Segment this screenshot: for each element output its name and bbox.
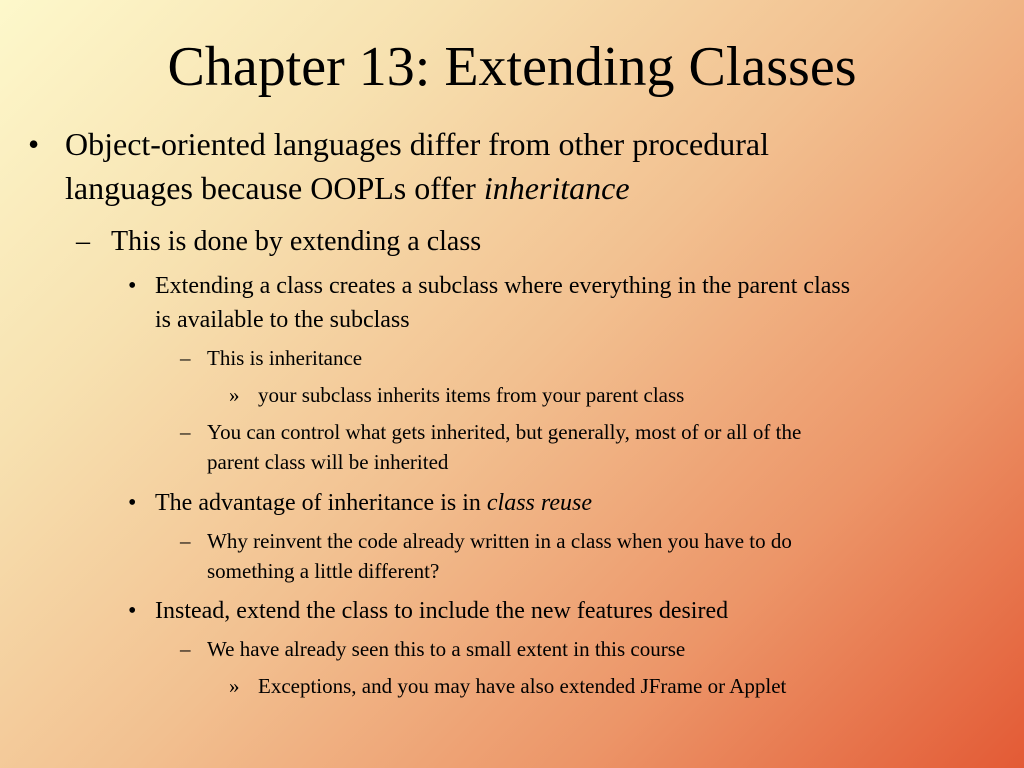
bullet-text: your subclass inherits items from your parent class: [258, 383, 685, 407]
bullet-item: [229, 380, 978, 410]
bullet-text: This is inheritance: [207, 346, 363, 370]
dash-marker: –: [180, 346, 191, 370]
bullet-item: [229, 671, 978, 701]
bullet-marker: •: [28, 126, 40, 162]
bullet-item: [128, 594, 995, 628]
bullet-item: [76, 225, 991, 259]
bullet-text: We have already seen this to a small extent in this course: [207, 637, 686, 661]
bullet-item: [128, 486, 995, 520]
bullet-item: [128, 269, 995, 337]
bullet-item: [180, 417, 987, 477]
bullet-text: The advantage of inheritance is in: [155, 490, 487, 516]
bullet-text: This is done by extending a class: [111, 226, 482, 257]
bullet-marker: •: [128, 598, 137, 624]
dash-marker: –: [180, 420, 191, 444]
raquo-marker: »: [229, 383, 240, 407]
bullet-text: Instead, extend the class to include the new features desired: [155, 598, 729, 624]
bullet-text-line-2: something a little different?: [207, 559, 440, 583]
dash-marker: –: [76, 226, 90, 257]
bullet-emphasis: class reuse: [486, 490, 592, 516]
bullet-text-line-1: Extending a class creates a subclass where everything in the parent class: [155, 273, 851, 299]
bullet-text: Exceptions, and you may have also extended JFrame or Applet: [258, 674, 787, 698]
slide-title: Chapter 13: Extending Classes: [167, 36, 857, 98]
bullet-text-line-2: is available to the subclass: [155, 307, 410, 333]
bullet-text-line-1: You can control what gets inherited, but generally, most of or all of the: [207, 420, 802, 444]
bullet-text-line-1: Why reinvent the code already written in a class when you have to do: [207, 529, 792, 553]
bullet-item: [180, 634, 987, 664]
dash-marker: –: [180, 529, 191, 553]
bullet-text-line-2: languages because OOPLs offer: [65, 170, 484, 206]
bullet-item: [28, 122, 995, 210]
bullet-marker: •: [128, 273, 137, 299]
dash-marker: –: [180, 637, 191, 661]
raquo-marker: »: [229, 674, 240, 698]
bullet-marker: •: [128, 490, 137, 516]
bullet-text-line-2: parent class will be inherited: [207, 450, 449, 474]
bullet-item: [180, 343, 987, 373]
bullet-emphasis: inheritance: [483, 170, 630, 206]
bullet-text-line-1: Object-oriented languages differ from other procedural: [65, 126, 769, 162]
bullet-item: [180, 526, 987, 586]
